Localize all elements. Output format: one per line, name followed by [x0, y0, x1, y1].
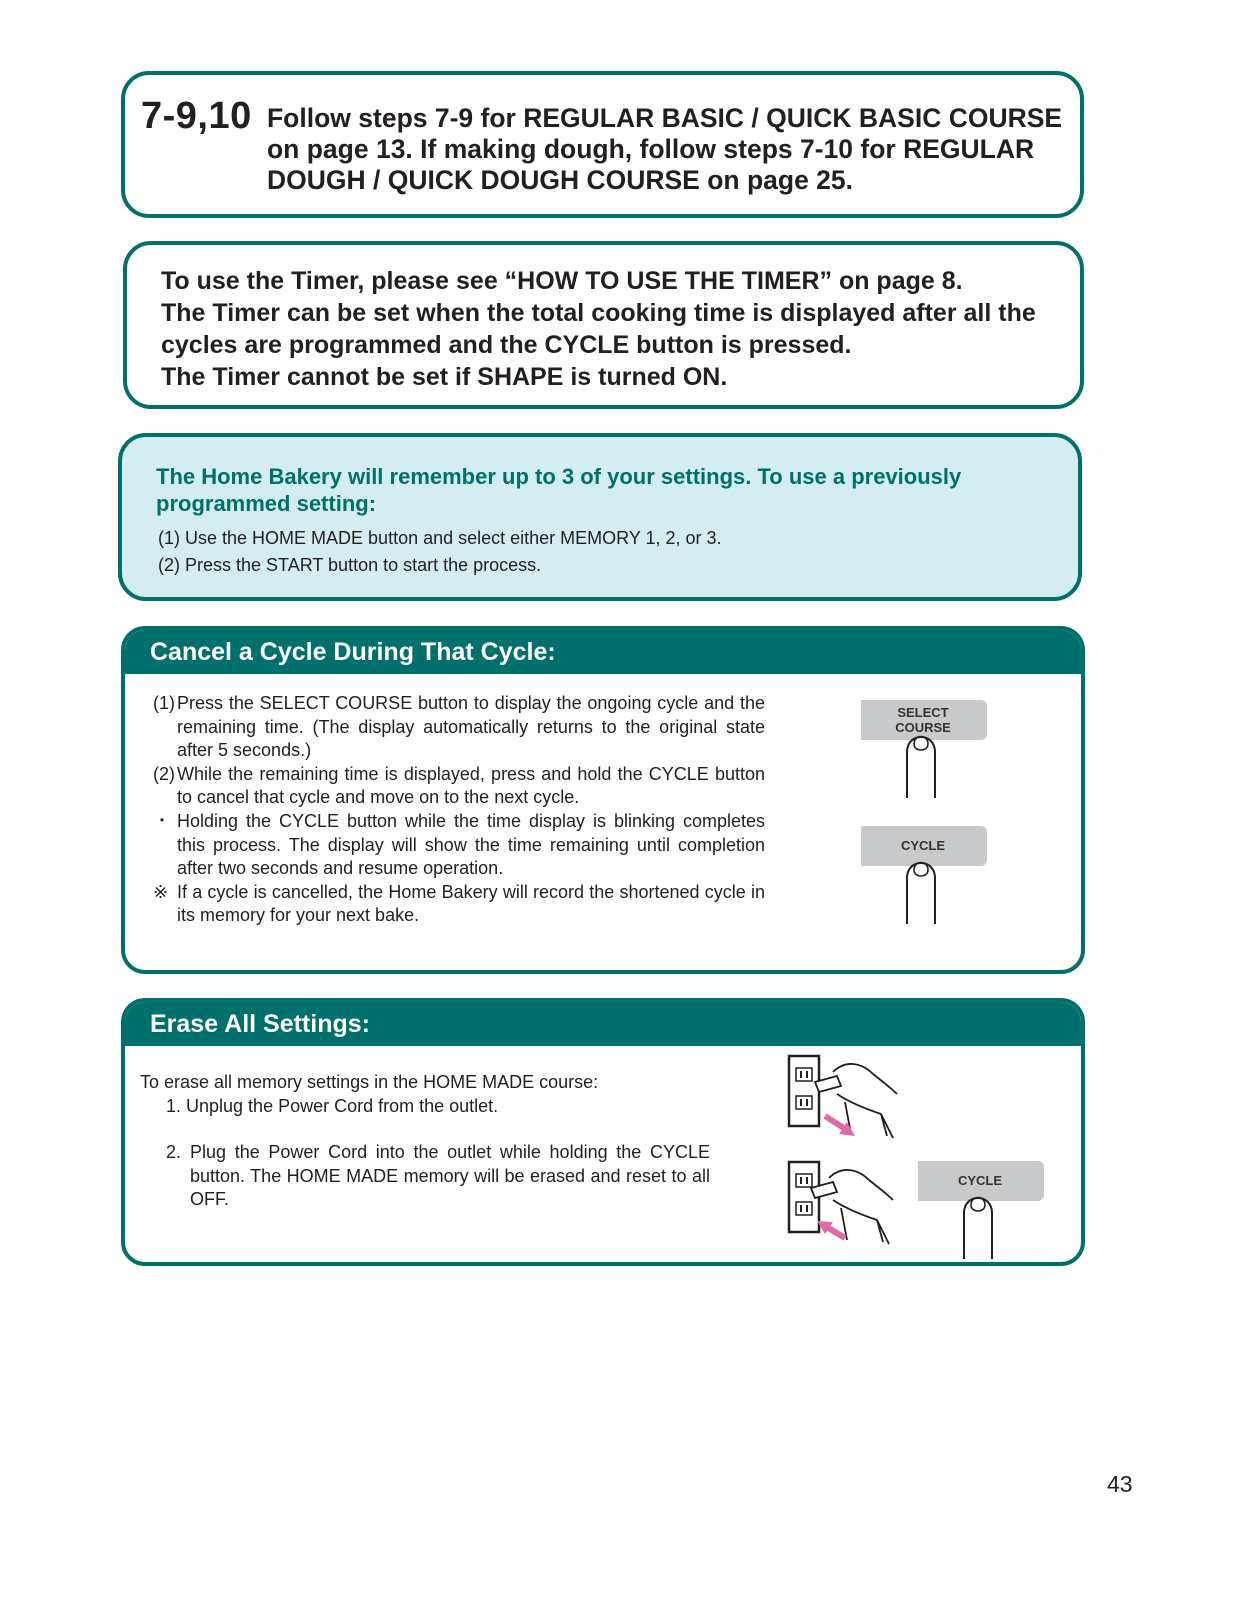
instruction-item: [153, 763, 765, 810]
select-course-button-illustration: [861, 700, 991, 800]
section-header: [125, 630, 1081, 674]
erase-step-1: 1. Unplug the Power Cord from the outlet.: [166, 1095, 499, 1116]
plug-in-outlet-icon: [785, 1158, 915, 1258]
section-title: Cancel a Cycle During That Cycle:: [150, 638, 556, 666]
steps-reference-box: [121, 71, 1084, 218]
memory-note-item: (1) Use the HOME MADE button and select either MEMORY 1, 2, or 3.: [158, 528, 722, 548]
item-marker: ※: [153, 881, 169, 902]
instruction-item: [153, 881, 765, 928]
memory-note-list: [158, 525, 722, 579]
item-marker: (1): [153, 693, 175, 713]
step-text: Follow steps 7-9 for REGULAR BASIC / QUICK BASIC COURSE on page 13. If making dough, follow steps 7-10 for REGULAR DOUGH / QUICK DOUGH COURSE on page 25.: [267, 103, 1063, 195]
item-text: Press the SELECT COURSE button to display the ongoing cycle and the remaining time. (The display automatically returns to the original state after 5 seconds.): [177, 693, 765, 761]
erase-instructions: [140, 1071, 710, 1212]
memory-note-item: (2) Press the START button to start the process.: [158, 555, 542, 575]
instruction-item: [153, 810, 765, 881]
item-text: Holding the CYCLE button while the time display is blinking completes this process. The display will show the time remaining until completion after two seconds and resume operation.: [177, 810, 765, 879]
select-course-label-line1: SELECT: [897, 705, 949, 720]
cycle-button-illustration: [918, 1161, 1048, 1261]
step-marker: 2.: [166, 1142, 182, 1163]
finger-icon: [897, 846, 947, 926]
section-header: [125, 1002, 1081, 1046]
erase-step-2: [140, 1141, 710, 1212]
unplug-outlet-icon: [785, 1052, 915, 1147]
item-marker: (2): [153, 763, 175, 784]
section-title: Erase All Settings:: [150, 1010, 370, 1038]
item-text: While the remaining time is displayed, press and hold the CYCLE button to cancel that cycle and move on to the next cycle.: [177, 763, 765, 808]
step-text: Plug the Power Cord into the outlet while holding the CYCLE button. The HOME MADE memory will be erased and reset to all OFF.: [190, 1142, 710, 1210]
select-course-label-line2: COURSE: [895, 720, 951, 735]
finger-icon: [897, 720, 947, 800]
memory-note-heading: The Home Bakery will remember up to 3 of your settings. To use a previously programmed setting:: [156, 464, 962, 516]
item-text: If a cycle is cancelled, the Home Bakery will record the shortened cycle in its memory for your next bake.: [177, 881, 765, 926]
timer-note-line: The Timer cannot be set if SHAPE is turned ON.: [161, 363, 728, 391]
cancel-cycle-panel: [121, 626, 1085, 974]
step-number: 7-9,10: [141, 95, 252, 137]
timer-note-box: [123, 241, 1084, 409]
timer-note-line: To use the Timer, please see “HOW TO USE THE TIMER” on page 8.: [161, 267, 963, 295]
page-number: 43: [1107, 1471, 1133, 1497]
cycle-button-label: CYCLE: [900, 838, 946, 853]
timer-note-text: [161, 265, 1061, 393]
timer-note-line: The Timer can be set when the total cooking time is displayed after all the: [161, 299, 1036, 327]
memory-note-box: [118, 433, 1082, 601]
timer-note-line: cycles are programmed and the CYCLE button is pressed.: [161, 331, 852, 359]
erase-settings-panel: [121, 998, 1085, 1266]
cancel-instructions: [153, 692, 765, 928]
item-marker: ・: [153, 810, 171, 831]
finger-icon: [954, 1181, 1004, 1261]
erase-intro: To erase all memory settings in the HOME MADE course:: [140, 1072, 599, 1092]
instruction-item: [153, 692, 765, 763]
cycle-button-label: CYCLE: [957, 1173, 1003, 1188]
cycle-button-illustration: [861, 826, 991, 926]
